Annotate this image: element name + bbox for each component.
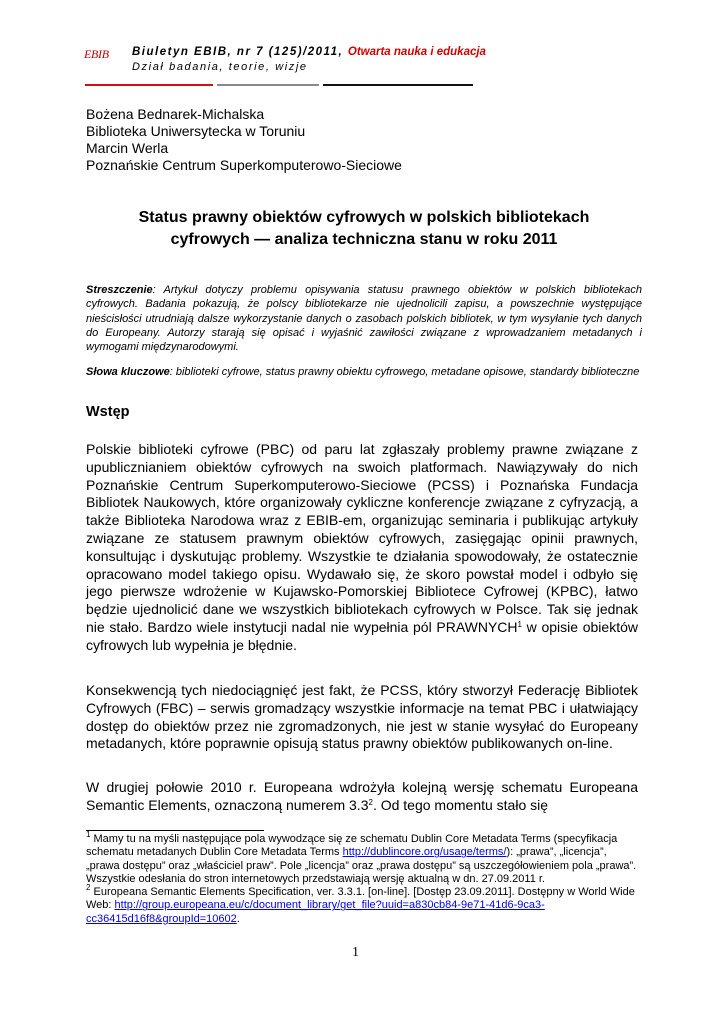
footnote-number: 1 xyxy=(86,830,91,839)
abstract-text: : Artykuł dotyczy problemu opisywania statusu prawnego obiektów w polskich bibliotekach cyfrowych. Badania pokazują, że polscy bibliotekarze nie ujednolicili zapisu, a powszechnie występujące nieścisłości utrudniają dalsze wykorzystanie danych o zasobach polskich bibliotek, w tym wysyłanie tych danych do Europeany. Autorzy starają się opisać i wyjaśnić zawiłości związane z wprowadzaniem metadanych i wymogami międzynarodowymi. xyxy=(86,284,642,354)
author-affiliation: Biblioteka Uniwersytecka w Toruniu xyxy=(86,123,306,139)
ebib-logo: EBIB xyxy=(84,47,109,61)
paragraph-text: . Od tego momentu stało się xyxy=(372,796,549,813)
section-line: Dział badania, teorie, wizje xyxy=(132,61,308,73)
paragraph xyxy=(86,779,638,815)
page-number: 1 xyxy=(352,945,359,960)
footnote-text: . xyxy=(236,912,240,925)
header-rule-gray xyxy=(217,84,319,86)
paragraph xyxy=(86,441,638,655)
footnote-divider xyxy=(86,830,264,831)
journal-line xyxy=(132,46,486,58)
footnotes xyxy=(86,830,642,926)
keywords-text: : biblioteki cyfrowe, status prawny obiektu cyfrowego, metadane opisowe, standardy biblioteczne xyxy=(169,366,640,378)
author-name: Bożena Bednarek-Michalska xyxy=(86,106,265,122)
author-block xyxy=(86,106,402,174)
abstract-label: Streszczenie xyxy=(86,284,153,296)
footnote xyxy=(86,830,642,886)
paragraph-text: w opisie obiektów cyfrowych lub wypełnia je błędnie. xyxy=(86,618,638,653)
footnote-link[interactable]: http://group.europeana.eu/c/document_library/get_file?uuid=a830cb84-9e71-41d6-9ca3-cc36415d16f8&groupId=10602 xyxy=(86,899,545,925)
footnote-text: Mamy tu na myśli następujące pola wywodzące się ze schematu Dublin Core Metadata Terms (specyfikacja schematu metadanych Dublin Core Metadata Terms xyxy=(86,833,618,859)
title-line: cyfrowych — analiza techniczna stanu w roku 2011 xyxy=(170,231,558,248)
paragraph-text: W drugiej połowie 2010 r. Europeana wdrożyła kolejną wersję schematu Europeana Semantic Elements, oznaczoną numerem 3.3 xyxy=(86,779,638,813)
paragraph: Konsekwencją tych niedociągnięć jest fakt, że PCSS, który stworzył Federację Bibliotek Cyfrowych (FBC) – serwis gromadzący wszystkie informacje na temat PBC i ułatwiający dostęp do obiektów przez nie zgromadzonych, nie jest w stanie wysyłać do Europeany metadanych, które poprawnie opisują status prawny obiektów publikowanych on-line. xyxy=(86,682,638,752)
section-heading: Wstęp xyxy=(86,404,130,420)
footnote-number: 2 xyxy=(86,883,91,893)
paragraph-text: Polskie biblioteki cyfrowe (PBC) od paru lat zgłaszały problemy prawne związane z upublicznianiem obiektów cyfrowych na swoich platformach. Nawiązywały do nich Poznańskie Centrum Superkomputerowo-Sieciowe (PCSS) i Poznańska Fundacja Bibliotek Naukowych, które organizowały cykliczne konferencje związane z cyfryzacją, a także Biblioteka Narodowa wraz z EBIB-em, organizując seminaria i publikując artykuły związane ze statusem prawnym obiektów cyfrowych, zasięgając opinii prawnych, konsultując i dyskutując problemy. Wszystkie te działania spowodowały, że ostatecznie opracowano model takiego opisu. Wydawało się, że skoro powstał model i odbyło się jego pierwsze wdrożenie w Kujawsko-Pomorskiej Bibliotece Cyfrowej (KPBC), łatwo będzie ujednolicić dane we wszystkich bibliotekach cyfrowych w Polsce. Tak się jednak nie stało. Bardzo wiele instytucji nadal nie wypełnia pól PRAWNYCH xyxy=(86,441,638,635)
footnote xyxy=(86,883,642,926)
footnote-text: ): „prawa”, „licencja”, „prawa dostępu” oraz „właściciel praw”. Pole „licencja” oraz „prawa dostępu” są uszczegółowieniem pola „prawa”. Wszystkie odesłania do stron internetowych przedstawiają wersję aktualną w dn. 27.09.2011 r. xyxy=(86,846,637,885)
keywords-label: Słowa kluczowe xyxy=(86,366,170,378)
footnote-ref[interactable]: 2 xyxy=(368,797,373,807)
title-line: Status prawny obiektów cyfrowych w polskich bibliotekach xyxy=(138,209,590,226)
footnote-link[interactable]: http://dublincore.org/usage/terms/ xyxy=(342,846,507,859)
keywords xyxy=(86,365,642,379)
footnote-text: Europeana Semantic Elements Specification, ver. 3.3.1. [on-line]. [Dostęp 23.09.2011]. Dostępny w World Wide Web: xyxy=(86,886,635,912)
article-title xyxy=(86,207,642,251)
author-name: Marcin Werla xyxy=(86,140,169,156)
abstract xyxy=(86,283,642,354)
author-affiliation: Poznańskie Centrum Superkomputerowo-Sieciowe xyxy=(86,157,402,173)
journal-title: Biuletyn EBIB, nr 7 (125)/2011, xyxy=(132,46,344,58)
footnote-ref[interactable]: 1 xyxy=(517,619,522,629)
issue-theme: Otwarta nauka i edukacja xyxy=(347,46,486,58)
header-rule-black xyxy=(323,84,473,86)
header-rule-red xyxy=(85,84,213,86)
